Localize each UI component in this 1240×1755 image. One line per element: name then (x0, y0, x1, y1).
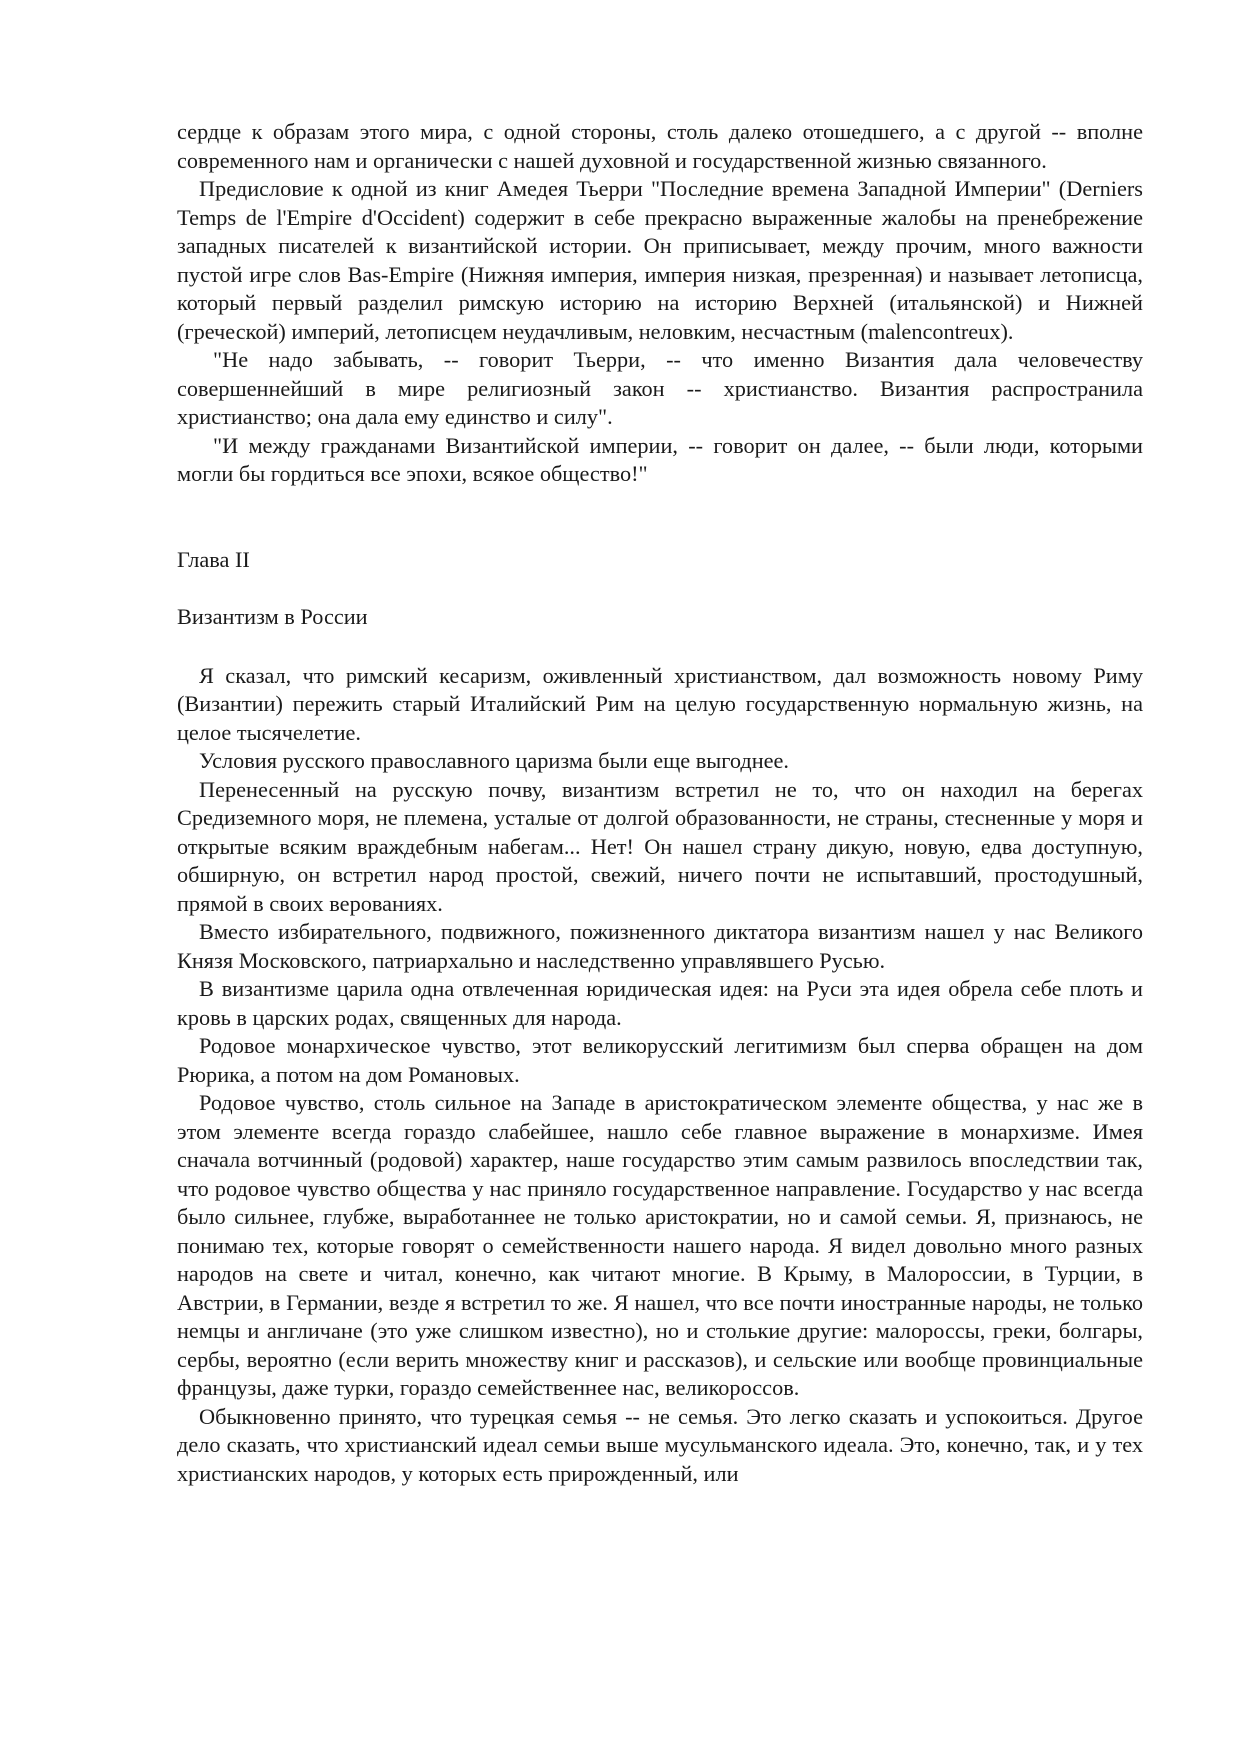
paragraph: Родовое чувство, столь сильное на Западе в аристократическом элементе общества, у нас же в этом элементе всегда гораздо слабейшее, нашло себе главное выражение в монархизме. Имея сначала вотчинный (родовой) характер, наше государство этим самым развилось впоследствии так, что родовое чувство общества у нас приняло государственное направление. Государство у нас всегда было сильнее, глубже, выработаннее не только аристократии, но и самой семьи. Я, признаюсь, не понимаю тех, которые говорят о семейственности нашего народа. Я видел довольно много разных народов на свете и читал, конечно, как читают многие. В Крыму, в Малороссии, в Турции, в Австрии, в Германии, везде я встретил то же. Я нашел, что все почти иностранные народы, не только немцы и англичане (это уже слишком известно), но и столькие другие: малороссы, греки, болгары, сербы, вероятно (если верить множеству книг и рассказов), и сельские или вообще провинциальные французы, даже турки, гораздо семейственнее нас, великороссов. (177, 1090, 1143, 1400)
paragraph: Перенесенный на русскую почву, византизм встретил не то, что он находил на берегах Средиземного моря, не племена, усталые от долгой образованности, не страны, стесненные у моря и открытые всяким враждебным набегам... Нет! Он нашел страну дикую, новую, едва доступную, обширную, он встретил народ простой, свежий, ничего почти не испытавший, простодушный, прямой в своих верованиях. (177, 776, 1143, 916)
paragraph: Предисловие к одной из книг Амедея Тьерри "Последние времена Западной Империи" (Derniers Temps de l'Empire d'Occident) содержит в себе прекрасно выраженные жалобы на пренебрежение западных писателей к византийской истории. Он приписывает, между прочим, много важности пустой игре слов Bas-Empire (Нижняя империя, империя низкая, презренная) и называет летописца, который первый разделил римскую историю на историю Верхней (итальянской) и Нижней (греческой) империй, летописцем неудачливым, неловким, несчастным (malencontreux). (177, 176, 1143, 344)
chapter-label: Глава II (177, 546, 250, 572)
paragraph: Условия русского православного царизма были еще выгоднее. (199, 748, 789, 773)
paragraph: Вместо избирательного, подвижного, пожизненного диктатора византизм нашел у нас Великого Князя Московского, патриархально и наследственно управлявшего Русью. (177, 919, 1143, 973)
paragraph: Я сказал, что римский кесаризм, оживленный христианством, дал возможность новому Риму (Византии) пережить старый Италийский Рим на целую государственную нормальную жизнь, на целое тысячелетие. (177, 662, 1143, 745)
paragraph: "И между гражданами Византийской империи, -- говорит он далее, -- были люди, которыми могли бы гордиться все эпохи, всякое общество!" (177, 432, 1143, 486)
paragraph: В византизме царила одна отвлеченная юридическая идея: на Руси эта идея обрела себе плоть и кровь в царских родах, священных для народа. (177, 976, 1143, 1030)
paragraph: Родовое монархическое чувство, этот великорусский легитимизм был сперва обращен на дом Рюрика, а потом на дом Романовых. (177, 1033, 1143, 1087)
document-page (177, 118, 1143, 1488)
paragraph: сердце к образам этого мира, с одной стороны, столь далеко отошедшего, а с другой -- вполне современного нам и органически с нашей духовной и государственной жизнью связанного. (177, 119, 1143, 173)
paragraph: "Не надо забывать, -- говорит Тьерри, -- что именно Византия дала человечеству совершеннейший в мире религиозный закон -- христианство. Византия распространила христианство; она дала ему единство и силу". (177, 347, 1143, 429)
chapter-title: Византизм в России (177, 604, 368, 629)
paragraph: Обыкновенно принято, что турецкая семья -- не семья. Это легко сказать и успокоиться. Другое дело сказать, что христианский идеал семьи выше мусульманского идеала. Это, конечно, так, и у тех христианских народов, у которых есть прирожденный, или (177, 1403, 1143, 1486)
